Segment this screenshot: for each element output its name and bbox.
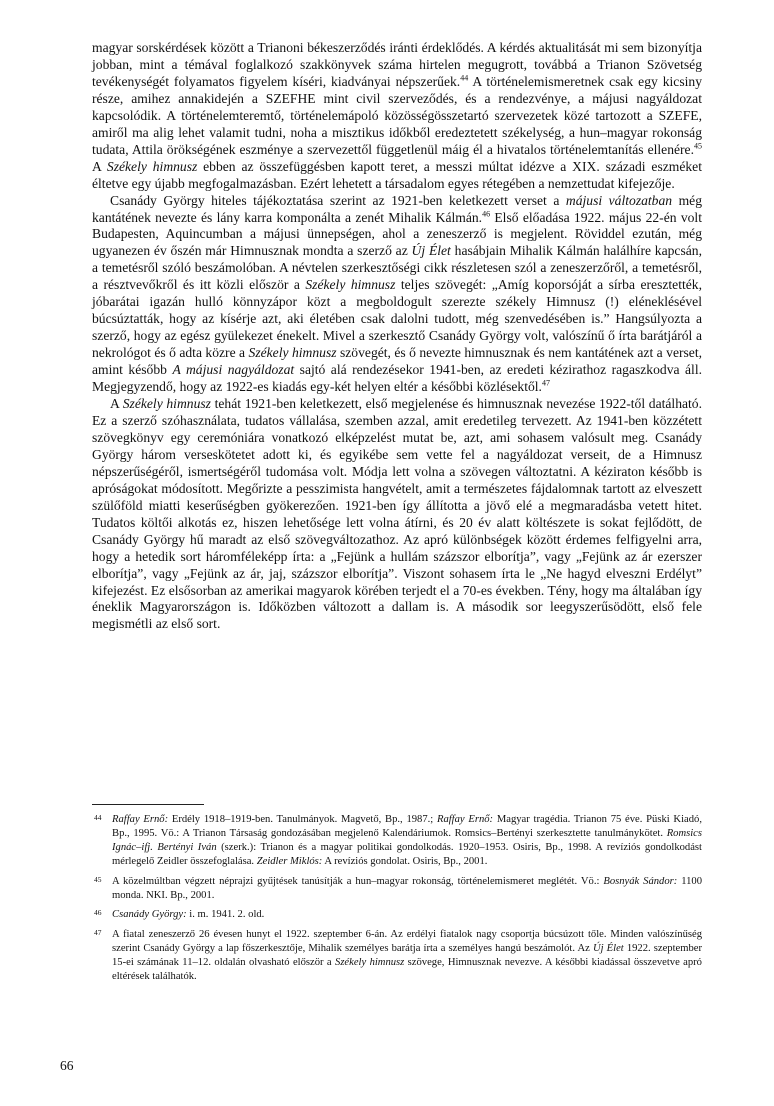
page-body <box>92 40 702 633</box>
text-run: teljes szövegét: „Amíg koporsóját a sírba eresztették, jóbarátai igazán hulló könnyzápor közt a megboldogult szerezte székely Himnusz (!) eléneklésével búcsúztatták, hogy az kísérje azt, aki életében csak dalolni tudott, még szenvedésében is.” Hangsúlyozta a szerző, hogy az egész gyülekezet énekelt. Mivel a szerkesztő Csanády György volt, valószínű ő írta barátjáról a nekrológot és ő adta közre a <box>92 277 702 361</box>
footnote-number: 46 <box>94 908 102 918</box>
text-run: szövege, Himnusznak nevezve. A későbbi kiadással összevetve apró eltérések találhatók. <box>112 957 702 983</box>
author-name: Zeidler Miklós: <box>256 855 323 867</box>
text-run: ebben az összefüggésben kapott teret, a messzi múltat idézve a XIX. századi eszméket éltetve egy újabb megfogalmazásban. Ezért lehetett a társadalom egyes rétegében a nemzettudat kifejezője. <box>92 158 702 191</box>
footnote-ref-47[interactable]: 47 <box>541 378 550 388</box>
text-run: A történelemismeretnek csak egy kicsiny része, amihez annakidején a SZEFHE mint civil szerveződés, és a rendezvénye, a májusi nagyáldozat kapcsolódik. A történelemteremtő, történelemápoló közösségösszetartó szervezetek közé tartozott a SZEFE, amiről ma alig lehet valamit tudni, noha a misztikus időkből eredeztetett székelység, a hun–magyar rokonság tudata, Attila örökségének eszménye a szervezettől függetlenül máig él a hivatalos történelemtanítás ellenére. <box>92 73 703 157</box>
paragraph-3 <box>92 396 702 633</box>
text-run: sajtó alá rendezésekor 1941-ben, az eredeti kézirathoz ragaszkodva áll. Megjegyzendő, hogy az 1922-es kiadás egy-két helyen eltér a későbbi közlésektől. <box>92 362 702 395</box>
footnote-number: 45 <box>94 874 102 884</box>
footnote-number: 47 <box>94 928 102 938</box>
text-run: tehát 1921-ben keletkezett, első megjelenése és himnusznak nevezése 1922-től datálható. Ez a szerző szóhasználata, tudatos vállalása, szemben azzal, amit eredetileg tervezett. Az 1941-ben közzétett szövegkönyv egy ceremóniára vonatkozó elképzelést mutat be, azt, ami sohasem valósult meg. Csanády György három verseskötetet adott ki, és egyikébe sem vette fel a nagyáldozat verseit, de a Himnusz népszerűségéről, ismertségéről tudomása volt. Módja lett volna a szövegen változtatni. A kéziraton később is apróságokat módosított. Megőrizte a pesszimista hangvételt, amit a természetes fájdalomnak tartott az elveszett szülőföld miatti keserűségben gyökerezően. 1921-ben így állította a jövő elé a megmaradásba vetett hitet. Tudatos költői alkotás ez, hiszen lehetősége lett volna átírni, és 20 év alatt költészete is sokat fejlődött, de Csanády György hű maradt az első szövegváltozathoz. Az apró különbségek között érdemes felfigyelni arra, hogy a hetedik sort háromféleképp írta: a „Fejünk a hullám százszor elborítja”, vagy „Fejünk az ár ezerszer elborítja”, vagy „Fejünk az ár, jaj, százszor elborítja”. Viszont sohasem írta le „Ne hagyd elveszni Erdélyt” kifejezést. Ez elsősorban az amerikai magyarok körében terjedt el a 70-es években. Tény, hogy ma általában így éneklik Magyarországon is. Időközben változott a dallam is. A második sor leegyszerűsödött, első fele megismétli az első sort. <box>92 396 702 632</box>
text-run: hasábjain Mihalik Kálmán halálhíre kapcsán, a temetésről szóló beszámolóban. A névtelen szerkesztőségi cikk részletesen szól a zeneszerzőről, a temetésről, a résztvevőkről és itt közli először a <box>92 243 702 293</box>
text-run: i. m. 1941. 2. old. <box>186 909 265 921</box>
author-name: Csanády György: <box>112 909 187 921</box>
text-run: Magyar tragédia. Trianon 75 éve. Püski Kiadó, Bp., 1995. Vö.: A Trianon Társaság gondozásában megjelenő Kalendáriumok. Romsics–Bertényi szerkesztette tanulmánykötet. <box>112 814 702 839</box>
paragraph-1 <box>92 40 702 193</box>
italic-title: Székely himnusz <box>248 345 337 361</box>
paragraph-2 <box>92 193 702 396</box>
footnote-ref-45[interactable]: 45 <box>694 141 702 151</box>
text-run: magyar sorskérdések között a Trianoni békeszerződés iránti érdeklődés. A kérdés aktualitását mi sem bizonyítja jobban, mint a témával foglalkozó szakkönyvek száma hirtelen megugrott, továbbá a Trianon Szövetség tevékenységét folyamatos figyelem kíséri, kiadványai népszerűek. <box>92 40 702 89</box>
footnote-ref-46[interactable]: 46 <box>482 209 491 218</box>
body-text <box>92 40 702 633</box>
italic-title: Székely himnusz <box>305 277 396 293</box>
italic-title: Új Élet <box>592 943 624 955</box>
text-run: Erdély 1918–1919-ben. Tanulmányok. Magvető, Bp., 1987.; <box>168 814 437 825</box>
author-name: Bosnyák Sándor: <box>603 875 678 887</box>
footnote-ref-44[interactable]: 44 <box>460 73 469 83</box>
text-run: 1922. szeptember 15-ei számának 11–12. oldalán olvasható először a <box>112 943 702 969</box>
text-run: (szerk.): Trianon és a magyar politikai gondolkodás. 1920–1953. Osiris, Bp., 1998. A revíziós gondolkodást mérlegelő Zeidler összefoglalása. <box>112 841 702 867</box>
text-run: Első előadása 1922. május 22-én volt Budapesten, Aquincumban a májusi ünnepségen, ahol a zeneszerző is megjelent. Röviddel ezután, még ugyanezen év őszén már Himnusznak mondta a szerző az <box>92 209 702 259</box>
text-run: A <box>110 396 123 412</box>
italic-title: Székely himnusz <box>122 396 211 412</box>
text-run: 1100 monda. NKI. Bp., 2001. <box>112 875 703 901</box>
italic-title: Székely himnusz <box>335 957 405 969</box>
page-number: 66 <box>60 1058 74 1073</box>
text-run: Csanády György hiteles tájékoztatása szerint az 1921-ben keletkezett verset a <box>110 192 566 208</box>
author-name: Raffay Ernő: <box>436 814 494 825</box>
footnotes <box>92 813 702 990</box>
text-run: A fiatal zeneszerző 26 évesen hunyt el 1922. szeptember 6-án. Az erdélyi fiatalok nagy csoportja búcsúzott tőle. Minden valószínűség szerint Csanády György a lap főszerkesztője, Mihalik személyes barátja írta a személyes hangú beszámolót. Az <box>112 929 702 955</box>
footnote-46 <box>92 908 702 922</box>
text-run: A közelmúltban végzett néprajzi gyűjtések tanúsítják a hun–magyar rokonság, történelemismeret meglétét. Vö.: <box>112 875 604 887</box>
text-run: szövegét, és ő nevezte himnusznak és nem kantátének azt a verset, amint később <box>92 345 702 378</box>
italic-title: Székely himnusz <box>106 158 198 174</box>
footnote-separator <box>92 804 204 805</box>
italic-title: Új Élet <box>411 243 451 259</box>
footnote-44 <box>92 813 702 869</box>
footnote-47 <box>92 928 702 984</box>
text-run: A <box>92 158 107 174</box>
text-run: még kantátének nevezte és lány karra komponálta a zenét Mihalik Kálmán. <box>92 192 702 225</box>
italic-title: májusi változatban <box>565 192 673 208</box>
text-run: A revíziós gondolat. Osiris, Bp., 2001. <box>322 855 488 867</box>
footnote-number: 44 <box>94 813 102 822</box>
author-name: Raffay Ernő: <box>112 814 169 825</box>
author-name: Romsics Ignác–ifj. Bertényi Iván <box>112 827 702 853</box>
footnote-45 <box>92 875 702 903</box>
italic-title: A májusi nagyáldozat <box>172 362 295 378</box>
